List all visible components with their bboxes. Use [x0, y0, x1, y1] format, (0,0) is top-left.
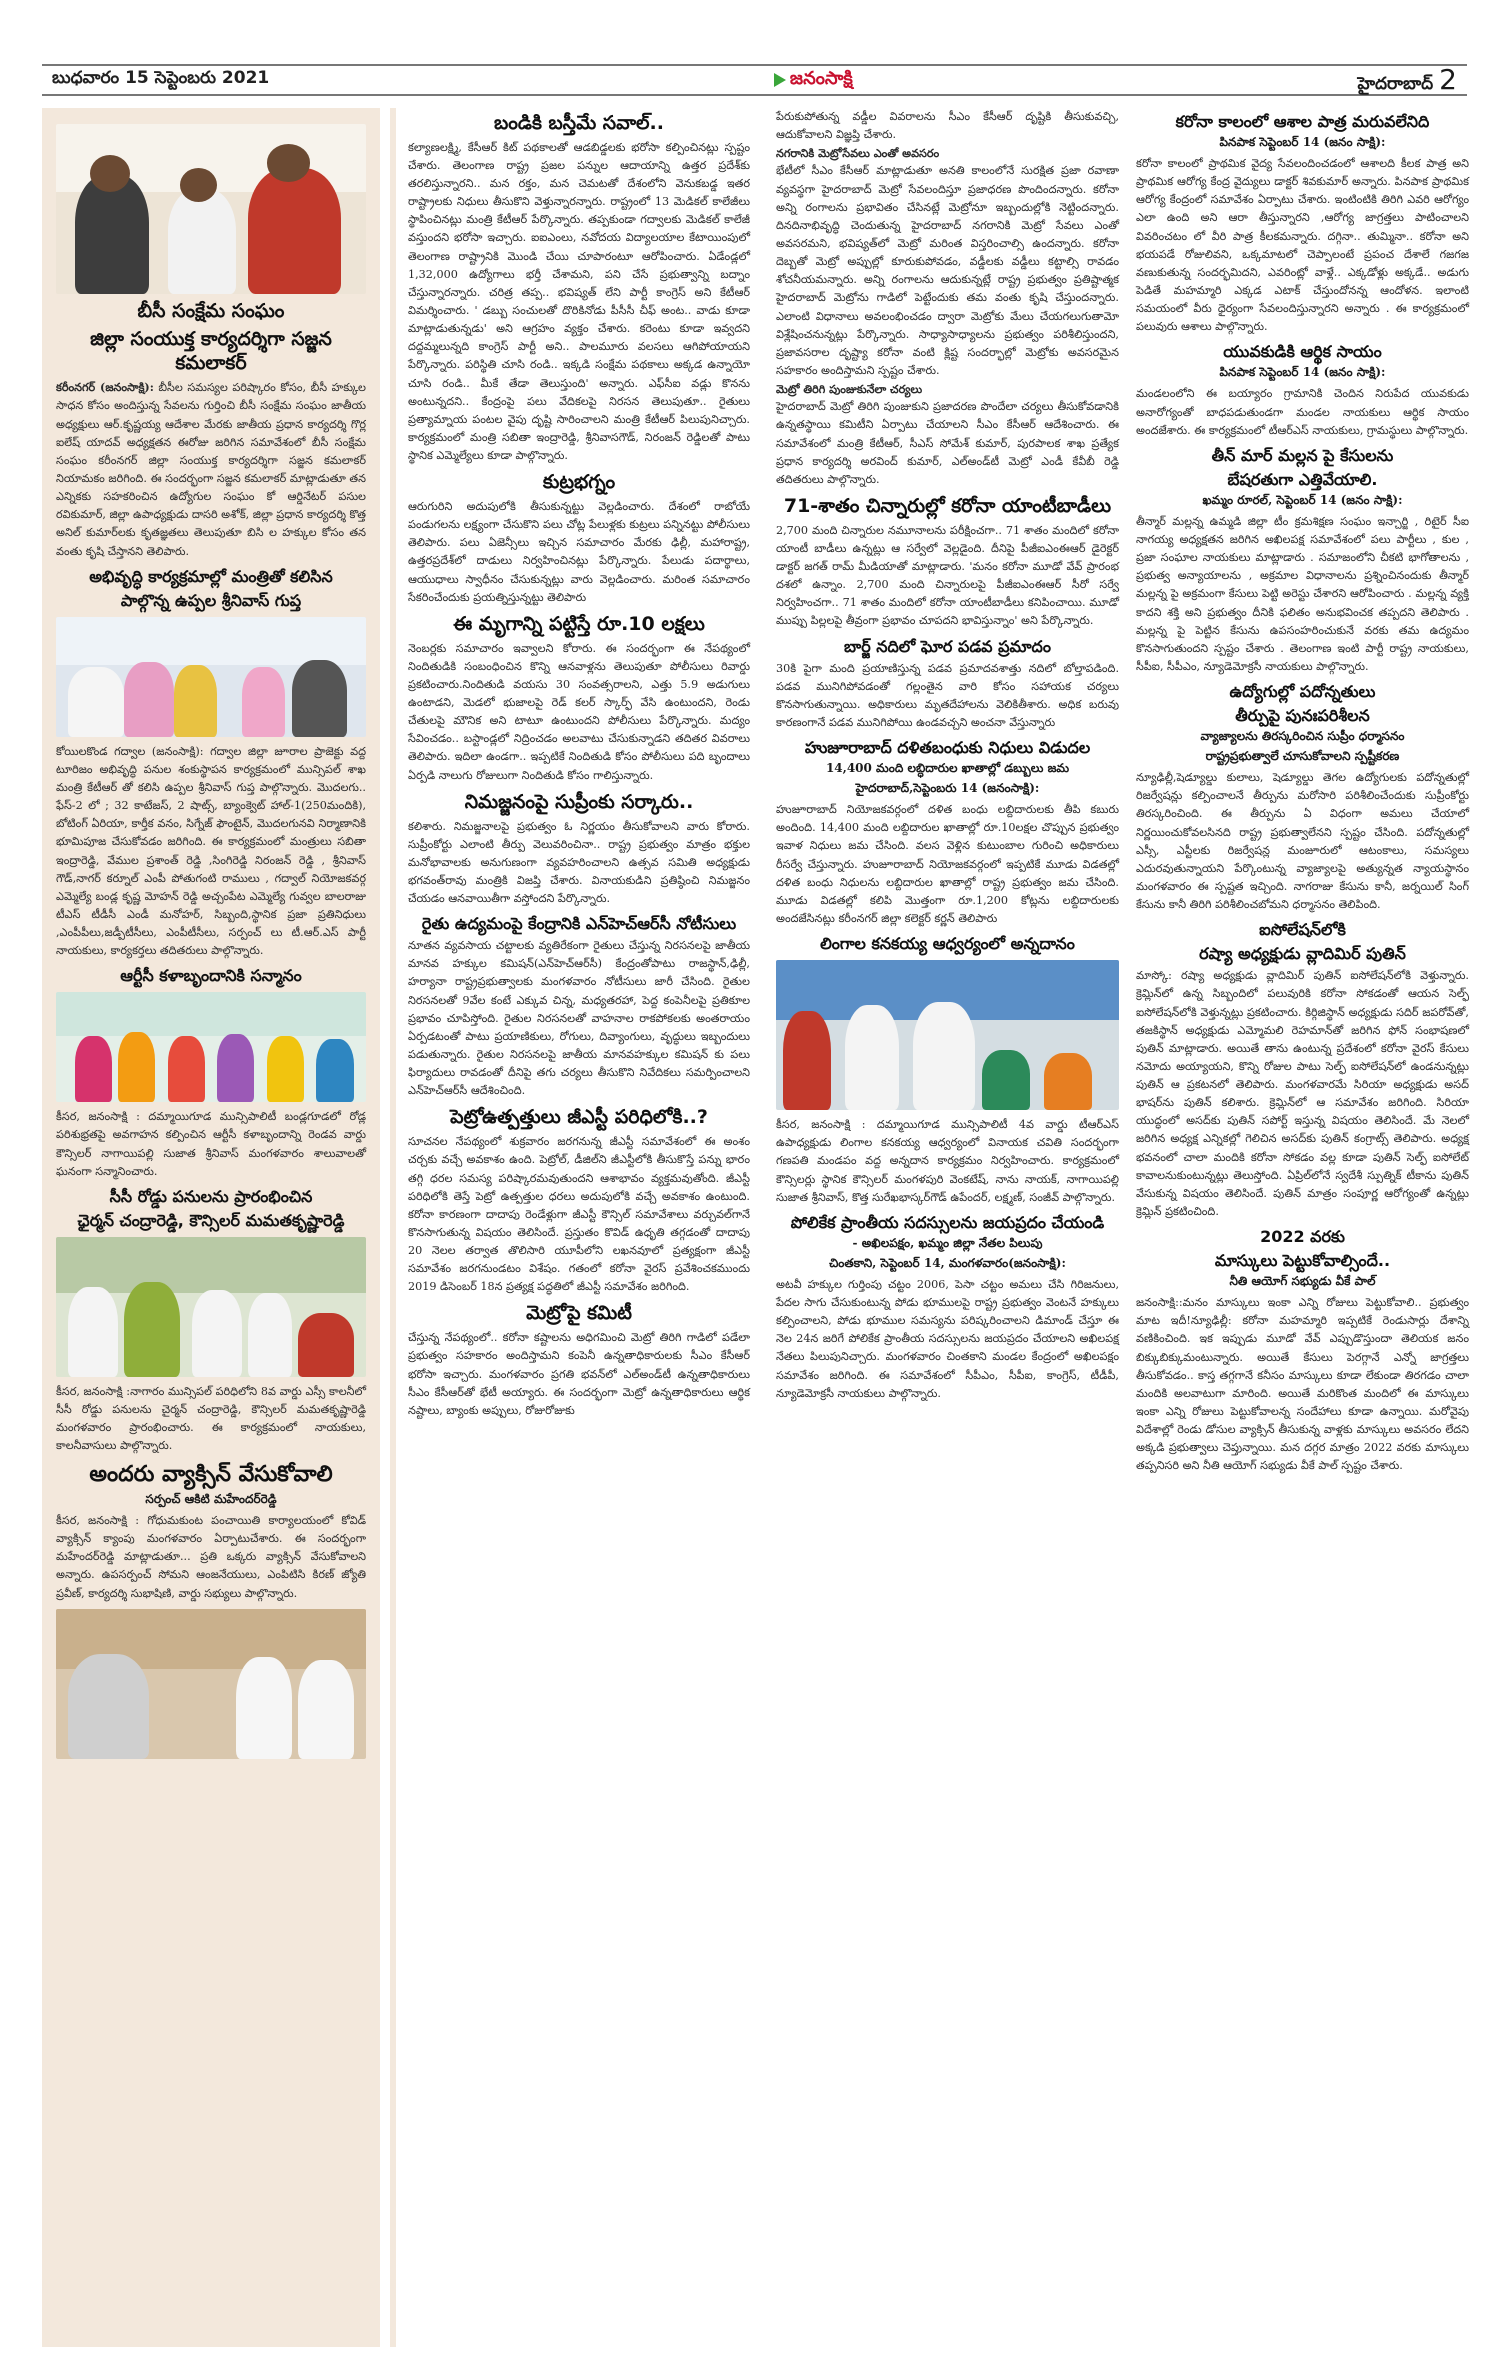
headline-line2: తీర్పుపై పునఃపరిశీలన	[1235, 706, 1370, 726]
dateline: పినపాక సెప్టెంబర్ 14 (జనం సాక్షి):	[1219, 135, 1386, 149]
story-financial-aid	[1136, 342, 1469, 439]
story-reward	[408, 613, 750, 785]
headline: అభివృద్ధి కార్యక్రమాల్లో మంత్రితో కలిసిన	[89, 566, 333, 586]
story-vaccine	[56, 1461, 366, 1758]
story-asha-workers	[1136, 112, 1469, 336]
story-petrol-gst	[408, 1106, 750, 1296]
headline: కరోనా కాలంలో ఆశాల పాత్ర మరువలేనిది	[1175, 112, 1430, 131]
story-body: భేటీలో సీఎం కేసీఆర్ మాట్లాడుతూ అనతి కాలంలోనే సురక్షిత ప్రజా రవాణా వ్యవస్థగా హైదరాబాద్ మెట్రో సేవలందిస్తూ ప్రజాధరణ పొందిందన్నారు. కరోనా అన్ని రంగాలను ప్రభావితం చేసినట్లే మెట్రోనూ ఇబ్బందుల్లోకి నెట్టిందన్నారు. దినదినాభివృద్ధి చెందుతున్న హైదరాబాద్ నగరానికి మెట్రో సేవలు ఎంతో అవసరమని, భవిష్యత్‌లో మెట్రో మరింత విస్తరించాల్సి ఉందన్నారు. కరోనా దెబ్బతో మెట్రో అప్పుల్లో కూరుకుపోవడం, వడ్డీలకు వడ్డీలు కట్టాల్సి రావడం శోచనీయమన్నారు. అన్ని రంగాలను ఆదుకున్నట్లే రాష్ట్ర ప్రభుత్వం ప్రతిష్టాత్మక హైదరాబాద్ మెట్రోను గాడిలో పెట్టేందుకు తమ వంతు కృషి చేస్తుందన్నారు. ఎలాంటి విధానాలు అవలంభించడం ద్వారా మెట్రోకు మేలు చేయగలుగుతామో విశ్లేషించనున్నట్లు పేర్కొన్నారు. సాధ్యాసాధ్యాలను ప్రభుత్వం పరిశీలిస్తుందని, ప్రజావసరాల దృష్ట్యా కరోనా వంటి క్లిష్ట సందర్భాల్లో మెట్రోకు అవసరమైన సహకారం అందిస్తామని స్పష్టం చేశారు.	[776, 164, 1119, 377]
story-bc-sangham	[56, 300, 366, 561]
story-nhrc-notice	[408, 914, 750, 1100]
story-boat-accident	[776, 637, 1119, 733]
headline: అందరు వ్యాక్సిన్ వేసుకోవాలి	[89, 1462, 333, 1488]
story-body: కలిశారు. నిమజ్జనాలపై ప్రభుత్వం ఓ నిర్ణయం తీసుకోవాలని వారు కోరారు. సుప్రీంకోర్టు ఎలాంటి తీర్పు వెలువరించినా.. రాష్ట్ర ప్రభుత్వం మాత్రం భక్తుల మనోభావాలకు అనుగుణంగా వ్యవహరించాలని ఉత్సవ సమితి అధ్యక్షుడు భగవంత్‌రావు మంత్రికి విజప్తి చేశారు. వినాయకుడిని ప్రతిష్ఠించి నిమజ్జనం చేయడం ఆనవాయితీగా వస్తోందని పేర్కొన్నారు.	[408, 819, 750, 906]
headline: ఉద్యోగుల్లో పదోన్నతులు	[1229, 682, 1376, 702]
headline: సీసీ రోడ్డు పనులను ప్రారంభించిన	[109, 1186, 313, 1206]
story-body-top: పేరుకుపోతున్న వడ్డీల వివరాలను సీఎం కేసీఆర్ దృష్టికి తీసుకువచ్చి, ఆదుకోవాలని విజ్ఞప్తి చేశారు.	[776, 110, 1119, 142]
headline: బార్జ్ నదిలో ఘోర పడవ ప్రమాదం	[844, 636, 1051, 656]
edition-info	[1357, 63, 1457, 98]
story-body: మండలంలోని ఈ బయ్యారం గ్రామానికి చెందిన నిరుపేద యువకుడు అనారోగ్యంతో బాధపడుతుండగా మండల నాయకులు ఆర్థిక సాయం అందజేశారు. ఈ కార్యక్రమంలో టీఆర్ఎస్ నాయకులు, గ్రామస్థులు పాల్గొన్నారు.	[1136, 387, 1469, 437]
story-body	[56, 378, 366, 560]
column-center-right	[770, 108, 1125, 2347]
headline-line2: జిల్లా సంయుక్త కార్యదర్శిగా సజ్జన కమలాకర్	[90, 327, 332, 374]
headline: ఆర్టీసీ కళాబృందానికి సన్మానం	[120, 966, 302, 986]
headline: ఈ మృగాన్ని పట్టిస్తే రూ.10 లక్షలు	[453, 612, 705, 635]
headline: పోలికేక ప్రాంతీయ సదస్సులను జయప్రదం చేయండి	[790, 1212, 1105, 1232]
story-body: కీసర, జనంసాక్షి : గోధుమకుంట పంచాయితి కార్యాలయంలో కోవిడ్ వ్యాక్సిన్ క్యాంపు మంగళవారం ఏర్పాటుచేశారు. ఈ సందర్భంగా మహేందర్‌రెడ్డి మాట్లాడుతూ... ప్రతి ఒక్కరు వ్యాక్సిన్ వేసుకోవాలని అన్నారు. ఉపసర్పంచ్ సోమని ఆంజనేయులు, ఎంపిటిసి కిరణ్ జ్యోతి ప్రవీణ్, కార్యదర్శి సుభాషిణి, వార్డు సభ్యులు పాల్గొన్నారు.	[56, 1513, 366, 1600]
story-rtc-felicitation	[56, 966, 366, 1181]
story-body: హైదరాబాద్ మెట్రో తిరిగి పుంజుకుని ప్రజాదరణ పొందేలా చర్యలు తీసుకోవడానికి ఉన్నతస్థాయి కమిటీని ఏర్పాటు చేయాలని సీఎం కేసీఆర్ ఆదేశించారు. ఈ సమావేశంలో మంత్రి కేటీఆర్, సీఎస్ సోమేశ్ కుమార్, పురపాలక శాఖ ప్రత్యేక ప్రధాన కార్యదర్శి అరవింద్ కుమార్, ఎల్అండ్‌టీ మెట్రో ఎండీ కేవీబీ రెడ్డి తదితరులు పాల్గొన్నారు.	[776, 400, 1119, 486]
story-dalit-bandhu	[776, 738, 1119, 928]
subhead: మెట్రో తిరిగి పుంజుకునేలా చర్యలు	[776, 382, 923, 397]
photo-vaccine-camp	[56, 1609, 366, 1759]
story-annadanam	[776, 934, 1119, 1207]
story-promotions-reservation	[1136, 682, 1469, 914]
headline: పెట్రోఉత్పత్తులు జీఎస్టీ పరిధిలోకి..?	[450, 1106, 708, 1129]
brand-name: జనంసాక్షి	[789, 67, 853, 89]
story-body: అటవీ హక్కుల గుర్తింపు చట్టం 2006, పెసా చట్టం అమలు చేసి గిరిజనులు, పేదల సాగు చేసుకుంటున్న పోడు భూములపై రాష్ట్ర ప్రభుత్వం వెంటనే హక్కులు కల్పించాలని, పోడు భూముల సమస్యను పరిష్కరించాలని డిమాండ్ చేస్తూ ఈ నెల 24న జరిగే పోలికేక ప్రాంతీయ సదస్సులను జయప్రదం చేయాలని అఖిలపక్ష నేతలు పిలుపునిచ్చారు. మంగళవారం చింతకాని మండల కేంద్రంలో అఖిలపక్షం సమావేశం జరిగింది. ఈ సమావేశంలో సీపీఎం, సీపీఐ, కాంగ్రెస్, టీడీపీ, న్యూడెమోక్రసీ నాయకులు పాల్గొన్నారు.	[776, 1277, 1119, 1400]
story-body: కీసర, జనంసాక్షి : దమ్మాయిగూడ మున్సిపాలిటీ బండ్లగూడలో రోడ్ల పరిశుభ్రతపై అవగాహన కల్పించిన ఆర్టీసీ కళాబృందాన్ని రెండవ వార్డు కౌన్సిలర్ నాగాయిపల్లి సుజాత శ్రీనివాస్ మంగళవారం శాలువాలతో ఘనంగా సన్మానించారు.	[56, 1110, 366, 1178]
headline-line2: పాల్గొన్న ఉప్పల శ్రీనివాస్ గుప్త	[120, 590, 302, 610]
story-body: మాస్కో: రష్యా అధ్యక్షుడు వ్లాదిమిర్ పుతిన్ ఐసోలేషన్‌లోకి వెళ్తున్నారు. క్రెమ్లిన్‌లో ఉన్న సిబ్బందిలో పలువురికి కరోనా సోకడంతో ఆయన సెల్ఫ్ ఐసోలేషన్‌లోకి వెళ్తున్నట్లు ప్రకటించారు. కిర్గిజిస్థాన్ అధ్యక్షుడు సదిర్ జపరోవ్‌తో, తజకిస్థాన్ అధ్యక్షుడు ఎమ్మోమలి రెహమాన్‌తో జరిగిన ఫోన్ సంభాషణలో పుతిన్ మాట్లాడారు. అయితే తాను ఉంటున్న ప్రదేశంలో కరోనా వైరస్ కేసులు నమోదు అయ్యాయని, కొన్ని రోజుల పాటు సెల్ఫ్ ఐసోలేషన్‌లో ఉండనున్నట్లు పుతిన్ ఆ ప్రకటనలో తెలిపారు. మంగళవారమే సిరియా అధ్యక్షుడు అసద్ భాషర్‌ను పుతిన్ కలిశారు. క్రెమ్లిన్‌లో ఆ సమావేశం జరిగింది. సిరియా యుద్ధంలో అసద్‌కు పుతిన్ సపోర్ట్ ఇస్తున్న విషయం తెలిసిందే. మే నెలలో జరిగిన అధ్యక్ష ఎన్నికల్లో గెలిచిన అసద్‌కు పుతిన్ కంగ్రాట్స్ తెలిపారు. అధ్యక్ష భవనంలో చాలా మందికి కరోనా సోకడం వల్ల కూడా పుతిన్ సెల్ఫ్ ఐసోలేట్ కావాలనుకుంటున్నట్లు తెలుస్తోంది. ఏప్రిల్‌లోనే స్వదేశీ స్పుత్నిక్ టీకాను పుతిన్ వేసుకున్న విషయం తెలిసిందే. పుతిన్ మాత్రం సంపూర్ణ ఆరోగ్యంతో ఉన్నట్లు క్రెమ్లిన్ ప్రకటించింది.	[1136, 969, 1469, 1219]
headline-line2: బేషరతుగా ఎత్తివేయాలి.	[1227, 469, 1378, 489]
story-cc-road	[56, 1187, 366, 1456]
photo-annadanam	[776, 960, 1119, 1110]
story-masks-2022	[1136, 1227, 1469, 1475]
story-metro-committee	[408, 1302, 750, 1419]
story-body: కోయిలకొండ గద్వాల (జనంసాక్షి): గద్వాల జిల్లా జూరాల ప్రాజెక్టు వద్ద టూరిజం అభివృద్ధి పనుల శంకుస్థాపన కార్యక్రమంలో మున్సిపల్ శాఖ మంత్రి కేటీఆర్ తో కలిసి ఉప్పల శ్రీనివాస్ గుప్త పాల్గొన్నారు. మొదలగు.. ఫేస్-2 లో ; 32 కాటేజస్, 2 షాట్స్, బ్యాంక్వెట్ హాల్-1(250మందికి), బోటింగ్ ఏరియా, కార్తీక వనం, సిగ్నేజ్ ఫౌంటైన్, మొదలగునవి నిర్మాణానికి భూమిపూజ చేసుకోవడం జరిగింది. ఈ కార్యక్రమంలో మంత్రులు సబితా ఇంద్రారెడ్డి, వేముల ప్రశాంత్ రెడ్డి ,సింగిరెడ్డి నిరంజన్ రెడ్డి , శ్రీనివాస్ గౌడ్,నాగర్ కర్నూల్ ఎంపీ పోతుగంటి రాములు , గద్వాల్ నియోజకవర్గ ఎమ్మెల్యే బండ్ల కృష్ణ మోహన్ రెడ్డి అచ్చంపేట ఎమ్మెల్యే గువ్వల బాలరాజు టీఎస్ టీడీసీ ఎండీ మనోహర్, సిబ్బంది,స్థానిక ప్రజా ప్రతినిధులు ,ఎంపీపీలు,జడ్పీటీసీలు, ఎంపీటీసీలు, సర్పంచ్ లు టీ.ఆర్.ఎస్ పార్టీ నాయకులు, కార్యకర్తలు తదితరులు పాల్గొన్నారు.	[56, 744, 366, 958]
headline: రైతు ఉద్యమంపై కేంద్రానికి ఎన్‌హెచ్ఆర్‌సీ నోటీసులు	[421, 914, 737, 934]
headline-line2: రష్యా అధ్యక్షుడు వ్లాదిమిర్ పుతిన్	[1199, 944, 1406, 964]
subhead: సర్పంచ్ ఆకిటి మహేందర్‌రెడ్డి	[145, 1491, 277, 1506]
subhead: - అఖిలపక్షం, ఖమ్మం జిల్లా నేతల పిలుపు	[852, 1235, 1043, 1250]
story-putin-isolation	[1136, 920, 1469, 1221]
column-center-left	[390, 108, 762, 2347]
story-immersion	[408, 791, 750, 908]
subhead: 14,400 మంది లబ్ధిదారుల ఖాతాల్లో డబ్బులు జమ	[825, 761, 1070, 776]
story-body: చేస్తున్న నేపథ్యంలో.. కరోనా కష్టాలను అధిగమించి మెట్రో తిరిగి గాడిలో పడేలా ప్రభుత్వం సహకారం అందిస్తామని కంపెనీ ఉన్నతాధికారులకు సీఎం కేసీఆర్ భరోసా ఇచ్చారు. మంగళవారం ప్రగతి భవన్‌లో ఎల్అండ్‌టీ ఉన్నతాధికారులు సీఎం కేసీఆర్‌తో భేటీ అయ్యారు. ఈ సందర్భంగా మెట్రో ఉన్నతాధికారులు ఆర్థిక నష్టాలు, బ్యాంకు అప్పులు, రోజురోజుకు	[408, 1331, 750, 1417]
photo-rtc-troupe	[56, 992, 366, 1102]
headline: హుజూరాబాద్ దళితబంధుకు నిధులు విడుదల	[804, 738, 1091, 758]
headline: 2022 వరకు	[1260, 1227, 1345, 1247]
logo-leaf-icon	[774, 73, 786, 87]
photo-minister-event	[56, 617, 366, 737]
headline-line2: ఛైర్మన్ చంద్రారెడ్డి, కౌన్సిలర్ మమతకృష్ణారెడ్డి	[77, 1210, 345, 1230]
story-body: కల్యాణలక్ష్మి, కేసీఆర్ కిట్ పథకాలతో ఆడబిడ్డలకు భరోసా కల్పించినట్లు స్పష్టం చేశారు. తెలంగాణ రాష్ట్ర ప్రజల పన్నుల ఆదాయాన్ని ఉత్తర ప్రదేశ్‌కు తరలిస్తున్నారని.. మన రక్తం, మన చెమటతో దేశంలోని వెనుకబడ్డ ఇతర రాష్ట్రాలకు నిధులు తీసుకొని వెళ్తున్నారన్నారు. రాష్ట్రంలో 13 మెడికల్ కాలేజీలు స్థాపించినట్లు మంత్రి కేటీఆర్ పేర్కొన్నారు. తప్పకుండా గద్వాలకు మెడికల్ కాలేజీ వస్తుందని భరోసా ఇచ్చారు. ఐఐఎంలు, నవోదయ విద్యాలయాల కేటాయింపులో తెలంగాణ రాష్ట్రానికి మొండి చేయి చూపారంటూ ఆరోపించారు. ఏడేండ్లలో 1,32,000 ఉద్యోగాలు భర్తీ చేశామని, పని చేసే ప్రభుత్వాన్ని బద్నాం చేస్తున్నారన్నారు. చరిత్ర తప్ప.. భవిష్యత్ లేని పార్టీ కాంగ్రెస్ అని కేటీఆర్ విమర్శించారు. ' డబ్బు సంచులతో దొరికినోడు పీసీసీ చీఫ్ అంట.. వాడు కూడా మాట్లాడుతున్నడు' అని ఆగ్రహం వ్యక్తం చేశారు. కరెంటు కూడా ఇవ్వదని దద్దమ్మలున్నది కాంగ్రెస్ పార్టీ అని.. పాలమూరు వలసలు ఆగిపోయాయని పేర్కొన్నారు. పరిస్థితి చూసి రండి.. ఇక్కడి సంక్షేమ పథకాలు అక్కడ ఉన్నాయో చూసి రండి.. మీకే తేడా తెలుస్తుంది' అన్నారు. ఎఫ్‌సీఐ వడ్లు కొనను అంటున్నదని.. కేంద్రంపై పలు వేదికలపై నిరసన తెలుపుతూ.. రైతులు ప్రత్యామ్నాయ పంటల వైపు దృష్టి సారించాలని మంత్రి కేటీఆర్ పిలుపునిచ్చారు. కార్యక్రమంలో మంత్రి సబితా ఇంద్రారెడ్డి, శ్రీనివాసగౌడ్, నిరంజన్ రెడ్డిలతో పాటు స్థానిక ఎమ్మెల్యేలు కూడా పాల్గొన్నారు.	[408, 140, 750, 463]
story-body: నూతన వ్యవసాయ చట్టాలకు వ్యతిరేకంగా రైతులు చేస్తున్న నిరసనలపై జాతీయ మానవ హక్కుల కమిషన్(ఎన్‌హెచ్ఆర్‌సీ) కేంద్రంతోపాటు రాజస్థాన్,ఢిల్లీ, హర్యానా రాష్ట్రప్రభుత్వాలకు మంగళవారం నోటీసులు జారీ చేసింది. రైతుల నిరసనలతో 9వేల కంటే ఎక్కువ చిన్న, మధ్యతరహా, పెద్ద కంపెనీలపై ప్రతికూల ప్రభావం చూపిస్తోంది. రైతుల నిరసనలతో వాహనాల రాకపోకలకు అంతరాయం ఏర్పడటంతో పాటు ప్రయాణికులు, రోగులు, దివ్యాంగులు, వృద్ధులు ఇబ్బందులు పడుతున్నారు. రైతుల నిరసనలపై జాతీయ మానవహక్కుల కమిషన్ కు పలు ఫిర్యాదులు రావడంతో దీనిపై తగు చర్యలు తీసుకొని నివేదికలు సమర్పించాలని ఎన్‌హెచ్ఆర్‌సీ ఆదేశించింది.	[408, 939, 750, 1098]
headline: కుట్రభగ్నం	[542, 471, 616, 494]
masthead	[42, 64, 1467, 96]
story-antibodies	[776, 495, 1119, 631]
story-polikeka	[776, 1213, 1119, 1403]
headline: యువకుడికి ఆర్థిక సాయం	[1223, 342, 1382, 362]
newspaper-logo[interactable]	[774, 68, 853, 93]
column-left	[42, 108, 380, 2347]
subhead-2: రాష్ట్రప్రభుత్వాలే చూసుకోవాలని స్పష్టీకరణ	[1205, 749, 1400, 764]
headline: బండికి బస్తీమే సవాల్..	[494, 112, 664, 134]
subhead: నీతి ఆయోగ్ సభ్యుడు వీకే పాల్	[1229, 1274, 1376, 1289]
headline-line2: మాస్కులు పెట్టుకోవాల్సిందే..	[1214, 1251, 1391, 1271]
story-body: కీసర, జనంసాక్షి : దమ్మాయిగూడ మున్సిపాలిటీ 4వ వార్డు టీఆర్ఎస్ ఉపాధ్యక్షుడు లింగాల కనకయ్య ఆధ్వర్యంలో వినాయక చవితి సందర్భంగా గణపతి మండపం వద్ద అన్నదాన కార్యక్రమం నిర్వహించారు. కార్యక్రమంలో కౌన్సిలర్లు స్థానిక కౌన్సిలర్ మంగళపురి వెంకటేష్, నాను నాయక్, నాగాయిపల్లి సుజాత శ్రీనివాస్, కొత్త సురేఖభాస్కర్‌గౌడ్ ఉపేందర్, లక్ష్మణ్, సంజీవ్ పాల్గొన్నారు.	[776, 1118, 1119, 1204]
subhead: నగరానికి మెట్రోసేవలు ఎంతో అవసరం	[776, 146, 940, 161]
photo-bc-sangham	[56, 124, 366, 294]
story-body: హుజూరాబాద్ నియోజకవర్గంలో దళిత బంధు లబ్దిదారులకు తీపి కబురు అందింది. 14,400 మంది లబ్దిదారుల ఖాతాల్లో రూ.10లక్షల చొప్పున ప్రభుత్వం ఇవాళ నిధులు జమ చేసింది. వలస వెళ్లిన కుటుంబాల గురించి అధికారులు రీసర్వే చేస్తున్నారు. హుజూరాబాద్ నియోజకవర్గంలో ఇప్పటికే మూడు విడతల్లో దళిత బంధు నిధులను లబ్దిదారుల ఖాతాల్లో రాష్ట్ర ప్రభుత్వం జమ చేసింది. మూడు విడతల్లో కలిపి మొత్తంగా రూ.1,200 కోట్లను లబ్దిదారులకు అందజేసినట్లు కరీంనగర్ జిల్లా కలెక్టర్ కర్ణన్ తెలిపారు	[776, 803, 1119, 925]
headline: ఐసోలేషన్‌లోకి	[1259, 920, 1346, 940]
story-text: బీసీల సమస్యల పరిష్కారం కోసం, బీసీ హక్కుల సాధన కోసం అందిస్తున్న సేవలను గుర్తించి బీసీ సంక్షేమ సంఘం జాతీయ అధ్యక్షులు ఆర్.కృష్ణయ్య ఆదేశాల మేరకు జాతీయ ప్రధాన కార్యదర్శి గొర్ల ఐలేష్ యాదవ్ అధ్యక్షతన ఈరోజు జరిగిన సమావేశంలో బీసీ సంక్షేమ సంఘం కరీంనగర్ జిల్లా సంయుక్త కార్యదర్శిగా సజ్జన కమలాకర్ నియామకం జరిగింది. ఈ సందర్భంగా సజ్జన కమలాకర్ మాట్లాడుతూ తన ఎన్నికకు సహకరించిన ఉద్యోగుల సంఘం కో ఆర్డినేటర్ పసుల రవికుమార్, జిల్లా ఉపాధ్యక్షుడు దాసరి అశోక్, జిల్లా ప్రధాన కార్యదర్శి కొత్త అనిల్ కుమార్‌లకు కృతజ్ఞతలు తెలుపుతూ బిసి ల హక్కుల కోసం తన వంతు కృషి చేస్తానని తెలిపారు.	[56, 381, 366, 558]
story-body: 2,700 మంది చిన్నారుల నమూనాలను పరీక్షించగా.. 71 శాతం మందిలో కరోనా యాంటీ బాడీలు ఉన్నట్లు ఆ సర్వేలో వెల్లడైంది. దీనిపై పీజీఐఎంఈఆర్ డైరెక్టర్ డాక్టర్ జగత్ రామ్ మీడియాతో మాట్లాడారు. 'మనం కరోనా మూడో వేవ్ ప్రారంభ దశలో ఉన్నాం. 2,700 మంది చిన్నారులపై పీజీఐఎంఈఆర్ సీరో సర్వే నిర్వహించగా.. 71 శాతం మందిలో కరోనా యాంటీబాడీలు కనిపించాయి. మూడో ముప్పు పిల్లలపై తీవ్రంగా ప్రభావం చూపదని భావిస్తున్నాం' అని పేర్కొన్నారు.	[776, 523, 1119, 628]
column-right	[1130, 108, 1475, 2347]
dateline: ఖమ్మం రూరల్, సెప్టెంబర్ 14 (జనం సాక్షి):	[1202, 492, 1403, 507]
page-number: 2	[1439, 62, 1457, 96]
dateline: చింతకాని, సెప్టెంబర్ 14, మంగళవారం(జనంసాక్షి):	[829, 1255, 1066, 1270]
story-body: జనంసాక్షి::మనం మాస్కులు ఇంకా ఎన్ని రోజులు పెట్టుకోవాలి.. ప్రభుత్వం మాట ఇదీ!న్యూఢిల్లీ: కరోనా మహమ్మారి ఇప్పటికే రెండుసార్లు దేశాన్ని వణికించింది. ఇక ఇప్పుడు మూడో వేవ్ ఎప్పుడొస్తుందా తెలియక జనం బిక్కుబిక్కుమంటున్నారు. అయితే కేసులు పెరగ్గానే ఎన్నో జాగ్రత్తలు తీసుకోవడం.. కాస్త తగ్గగానే కనీసం మాస్కులు కూడా లేకుండా తిరగడం చాలా మందికి అలవాటుగా మారింది. అయితే మరికొంత మందిలో ఈ మాస్కులు ఇంకా ఎన్ని రోజులు పెట్టుకోవాలన్న సందేహాలు కూడా ఉన్నాయి. మరోవైపు విదేశాల్లో రెండు డోసుల వ్యాక్సిన్ తీసుకున్న వాళ్లకు మాస్కులు అవసరం లేదని అక్కడి ప్రభుత్వాలు చెప్తున్నాయి. మన దగ్గర మాత్రం 2022 వరకు మాస్కులు తప్పనిసరి అని నీతి ఆయోగ్ సభ్యుడు వీకే పాల్ స్పష్టం చేశారు.	[1136, 1296, 1469, 1473]
story-body: కరోనా కాలంలో ప్రాథమిక వైద్య సేవలందించడంలో ఆశాలది కీలక పాత్ర అని ప్రాథమిక ఆరోగ్య కేంద్ర వైద్యులు డాక్టర్ శివకుమార్ అన్నారు. పినపాక ప్రాథమిక ఆరోగ్య కేంద్రంలో సమావేశం ఏర్పాటు చేశారు. ఇంటింటికి తిరిగి ఎవరి ఆరోగ్యం ఎలా ఉంది అని ఆరా తీస్తున్నారని ,ఆరోగ్య జాగ్రత్తలు పాటించాలని వివరించటం లో వీరి పాత్ర కీలకమన్నారు. దగ్గినా.. తుమ్మినా.. కరోనా అని భయపడే రోజులివని, ఒక్కమాటలో చెప్పాలంటే ప్రపంచ దేశాలే గజగజ వణుకుతున్న సందర్భమిదని, ఎవరింట్లో వాళ్లే.. ఎక్కడోళ్లు అక్కడే.. అడుగు పెడితే మహమ్మారి ఎక్కడ ఎటాక్ చేస్తుందోనన్న ఆందోళన. ఇలాంటి సమయంలో వీరు ధైర్యంగా సేవలందిస్తున్నారని అన్నారు . ఈ కార్యక్రమంలో పలువురు ఆశాలు పాల్గొన్నారు.	[1136, 157, 1469, 334]
story-body: కీసర, జనంసాక్షి :నాగారం మున్సిపల్ పరిధిలోని 8వ వార్డు ఎస్సీ కాలనీలో సీసీ రోడ్డు పనులను చైర్మన్ చంద్రారెడ్డి, కౌన్సిలర్ మమతకృష్ణారెడ్డి మంగళవారం ప్రారంభించారు. ఈ కార్యక్రమంలో నాయకులు, కాలనీవాసులు పాల్గొన్నారు.	[56, 1384, 366, 1453]
dateline: హైదరాబాద్,సెప్టెంబరు 14 (జనంసాక్షి):	[855, 781, 1040, 796]
photo-cc-road	[56, 1237, 366, 1377]
story-teenmar-mallanna	[1136, 446, 1469, 676]
dateline: పినపాక సెప్టెంబర్ 14 (జనం సాక్షి):	[1219, 365, 1386, 380]
story-metro-services	[776, 108, 1119, 489]
edition-city: హైదరాబాద్	[1357, 73, 1434, 94]
headline: మెట్రోపై కమిటీ	[526, 1302, 632, 1325]
headline: నిమజ్జనంపై సుప్రీంకు సర్కారు..	[464, 790, 694, 813]
story-body: 30కి పైగా మంది ప్రయాణిస్తున్న పడవ ప్రమాదవశాత్తు నదిలో బోల్తాపడింది. పడవ మునిగిపోవడంతో గల్లంతైన వారి కోసం సహాయక చర్యలు కొనసాగుతున్నాయి. అధికారులు మృతదేహాలను వెలికితీశారు. అధిక బరువు కారణంగానే పడవ మునిగిపోయి ఉండవచ్చని అంచనా వేస్తున్నారు	[776, 661, 1119, 729]
headline: తీన్ మార్ మల్లన పై కేసులను	[1211, 445, 1394, 465]
headline: బీసీ సంక్షేమ సంఘం	[137, 300, 285, 322]
story-body: నెంబర్లకు సమాచారం ఇవ్వాలని కోరారు. ఈ సందర్భంగా ఈ నేపథ్యంలో నిందితుడికి సంబంధించిన కొన్ని ఆనవాళ్లను తెలుపుతూ పోలీసులు రివార్డు ప్రకటించారు.నిందితుడి వయసు 30 సంవత్సరాలని, ఎత్తు 5.9 అడుగులు ఉంటాడని, మెడలో భుజాలపై రెడ్ కలర్ స్కార్ఫ్ వేసి ఉంటుందని, రెండు చేతులపై మౌనిక అని టాటూ ఉంటుందని పోలీసులు పేర్కొన్నారు. మద్యం సేవించడం.. బస్టాండ్లలో నిద్రించడం అలవాటు చేసుకున్నాడని తదితర వివరాలు తెలిపారు. ఇదిలా ఉండగా.. ఇప్పటికే నిందితుడి కోసం పోలీసులు పది బృందాలు ఏర్పడి నాలుగు రోజులుగా నిందితుడి కోసం గాలిస్తున్నారు.	[408, 641, 750, 782]
story-plot-foiled	[408, 471, 750, 607]
story-body: న్యూఢిల్లీ,షెడ్యూల్డు కులాలు, షెడ్యూల్డు తెగల ఉద్యోగులకు పదోన్నతుల్లో రిజర్వేషన్లు కల్పించాలనే తీర్పును మరోసారి పరిశీలించేందుకు సుప్రీంకోర్టు తిరస్కరించింది. ఈ తీర్పును ఏ విధంగా అమలు చేయాలో నిర్ణయించుకోవలసినది రాష్ట్ర ప్రభుత్వాలేనని స్పష్టం చేసింది. పదోన్నతుల్లో ఎస్సీ, ఎస్టీలకు రిజర్వేషన్ల మంజూరులో ఆటంకాలు, సమస్యలు ఎదురవుతున్నాయని పేర్కొంటున్న వ్యాజ్యాలపై అత్యున్నత న్యాయస్థానం మంగళవారం ఈ స్పష్టత ఇచ్చింది. నాగరాజు కేసును కానీ, జర్నయిల్ సింగ్ కేసును కానీ తిరిగి పరిశీలించబోమని ధర్మాసనం తెలిపింది.	[1136, 771, 1469, 912]
story-body: ఆరుగురిని అదుపులోకి తీసుకున్నట్టు వెల్లడించారు. దేశంలో రాబోయే పండుగలను లక్ష్యంగా చేసుకొని పలు చోట్ల పేలుళ్లకు కుట్రలు పన్నినట్టు పోలీసులు తెలిపారు. పలు ఏజెన్సీలు ఇచ్చిన సమాచారం మేరకు ఢిల్లీ, మహారాష్ట్ర, ఉత్తరప్రదేశ్‌లో దాడులు నిర్వహించినట్లు పేర్కొన్నారు. పేలుడు పదార్థాలు, ఆయుధాలు స్వాధీనం చేసుకున్నట్లు వారు వెల్లడించారు. మరింత సమాచారం సేకరించేందుకు ప్రయత్నిస్తున్నట్టు తెలిపారు	[408, 500, 750, 604]
story-uppala-srinivas	[56, 567, 366, 961]
story-body: సూచనల నేపథ్యంలో శుక్రవారం జరగనున్న జీఎస్టీ సమావేశంలో ఈ అంశం చర్చకు వచ్చే అవకాశం ఉంది. పెట్రోల్, డీజిల్‌ని జీఎస్టీలోకి తీసుకొస్తే పన్ను భారం తగ్గి ధరల సమస్య పరిష్కారమవుతుందని ఆశాభావం వ్యక్తమవుతోంది. జీఎస్టీ పరిధిలోకి తెస్తే పెట్రో ఉత్పత్తుల ధరలు అదుపులోకి వచ్చే అవకాశం ఉంటుంది. కరోనా కారణంగా దాదాపు రెండేళ్లుగా జీఎస్టీ కౌన్సిల్ సమావేశాలు వర్చువల్‌గానే కొనసాగుతున్న విషయం తెలిసిందే. ప్రస్తుతం కొవిడ్ ఉధృతి తగ్గడంతో దాదాపు 20 నెలల తర్వాత తొలిసారి యూపీలోని లఖనవూలో ప్రత్యక్షంగా జీఎస్టీ సమావేశం జరగనుండటం విశేషం. గతంలో కరోనా వైరస్ ప్రవేశించకముందు 2019 డిసెంబర్ 18న ప్రత్యక్ష పద్ధతిలో జీఎస్టీ సమావేశం జరిగింది.	[408, 1135, 750, 1294]
story-body: తీన్మార్ మల్లన్న ఉమ్మడి జిల్లా టీం క్రమశిక్షణ సంఘం ఇన్చార్జి , రిటైర్ సీఐ నాగయ్య అధ్యక్షతన జరిగిన అఖిలపక్ష సమావేశంలో పలు పార్టీలు , కుల , ప్రజా సంఘాల నాయకులు మాట్లాడారు . సమాజంలోని చీకటి భాగోతాలను , ప్రభుత్వ అన్యాయాలను , అక్రమాల విధానాలను ప్రశ్నించినందుకు తీన్మార్ మల్లన్న పై అక్రమంగా కేసులు పెట్టి అరెస్టు చేశారని ఆరోపించారు . మల్లన్న వ్యక్తి కాదని శక్తి అని ప్రభుత్వం దీనికి ఫలితం అనుభవించక తప్పదని తెలిపారు . మల్లన్న పై పెట్టిన కేసును ఉపసంహరించుకునే వరకు తమ ఉద్యమం కొనసాగుతుందని స్పష్టం చేశారు . తెలంగాణ ఇంటి పార్టీ రాష్ట్ర నాయకులు, సీపీఐ, సీపీఎం, న్యూడెమోక్రసీ నాయకులు పాల్గొన్నారు.	[1136, 514, 1469, 673]
story-bandi-challenge	[408, 112, 750, 465]
headline: 71-శాతం చిన్నారుల్లో కరోనా యాంటీబాడీలు	[783, 494, 1112, 517]
dateline: కరీంనగర్ (జనంసాక్షి):	[56, 380, 154, 395]
subhead: వ్యాజ్యాలను తిరస్కరించిన సుప్రీం ధర్మాసనం	[1200, 729, 1405, 744]
headline: లింగాల కనకయ్య ఆధ్వర్యంలో అన్నదానం	[820, 934, 1075, 954]
issue-date: బుధవారం 15 సెప్టెంబరు 2021	[52, 68, 270, 88]
